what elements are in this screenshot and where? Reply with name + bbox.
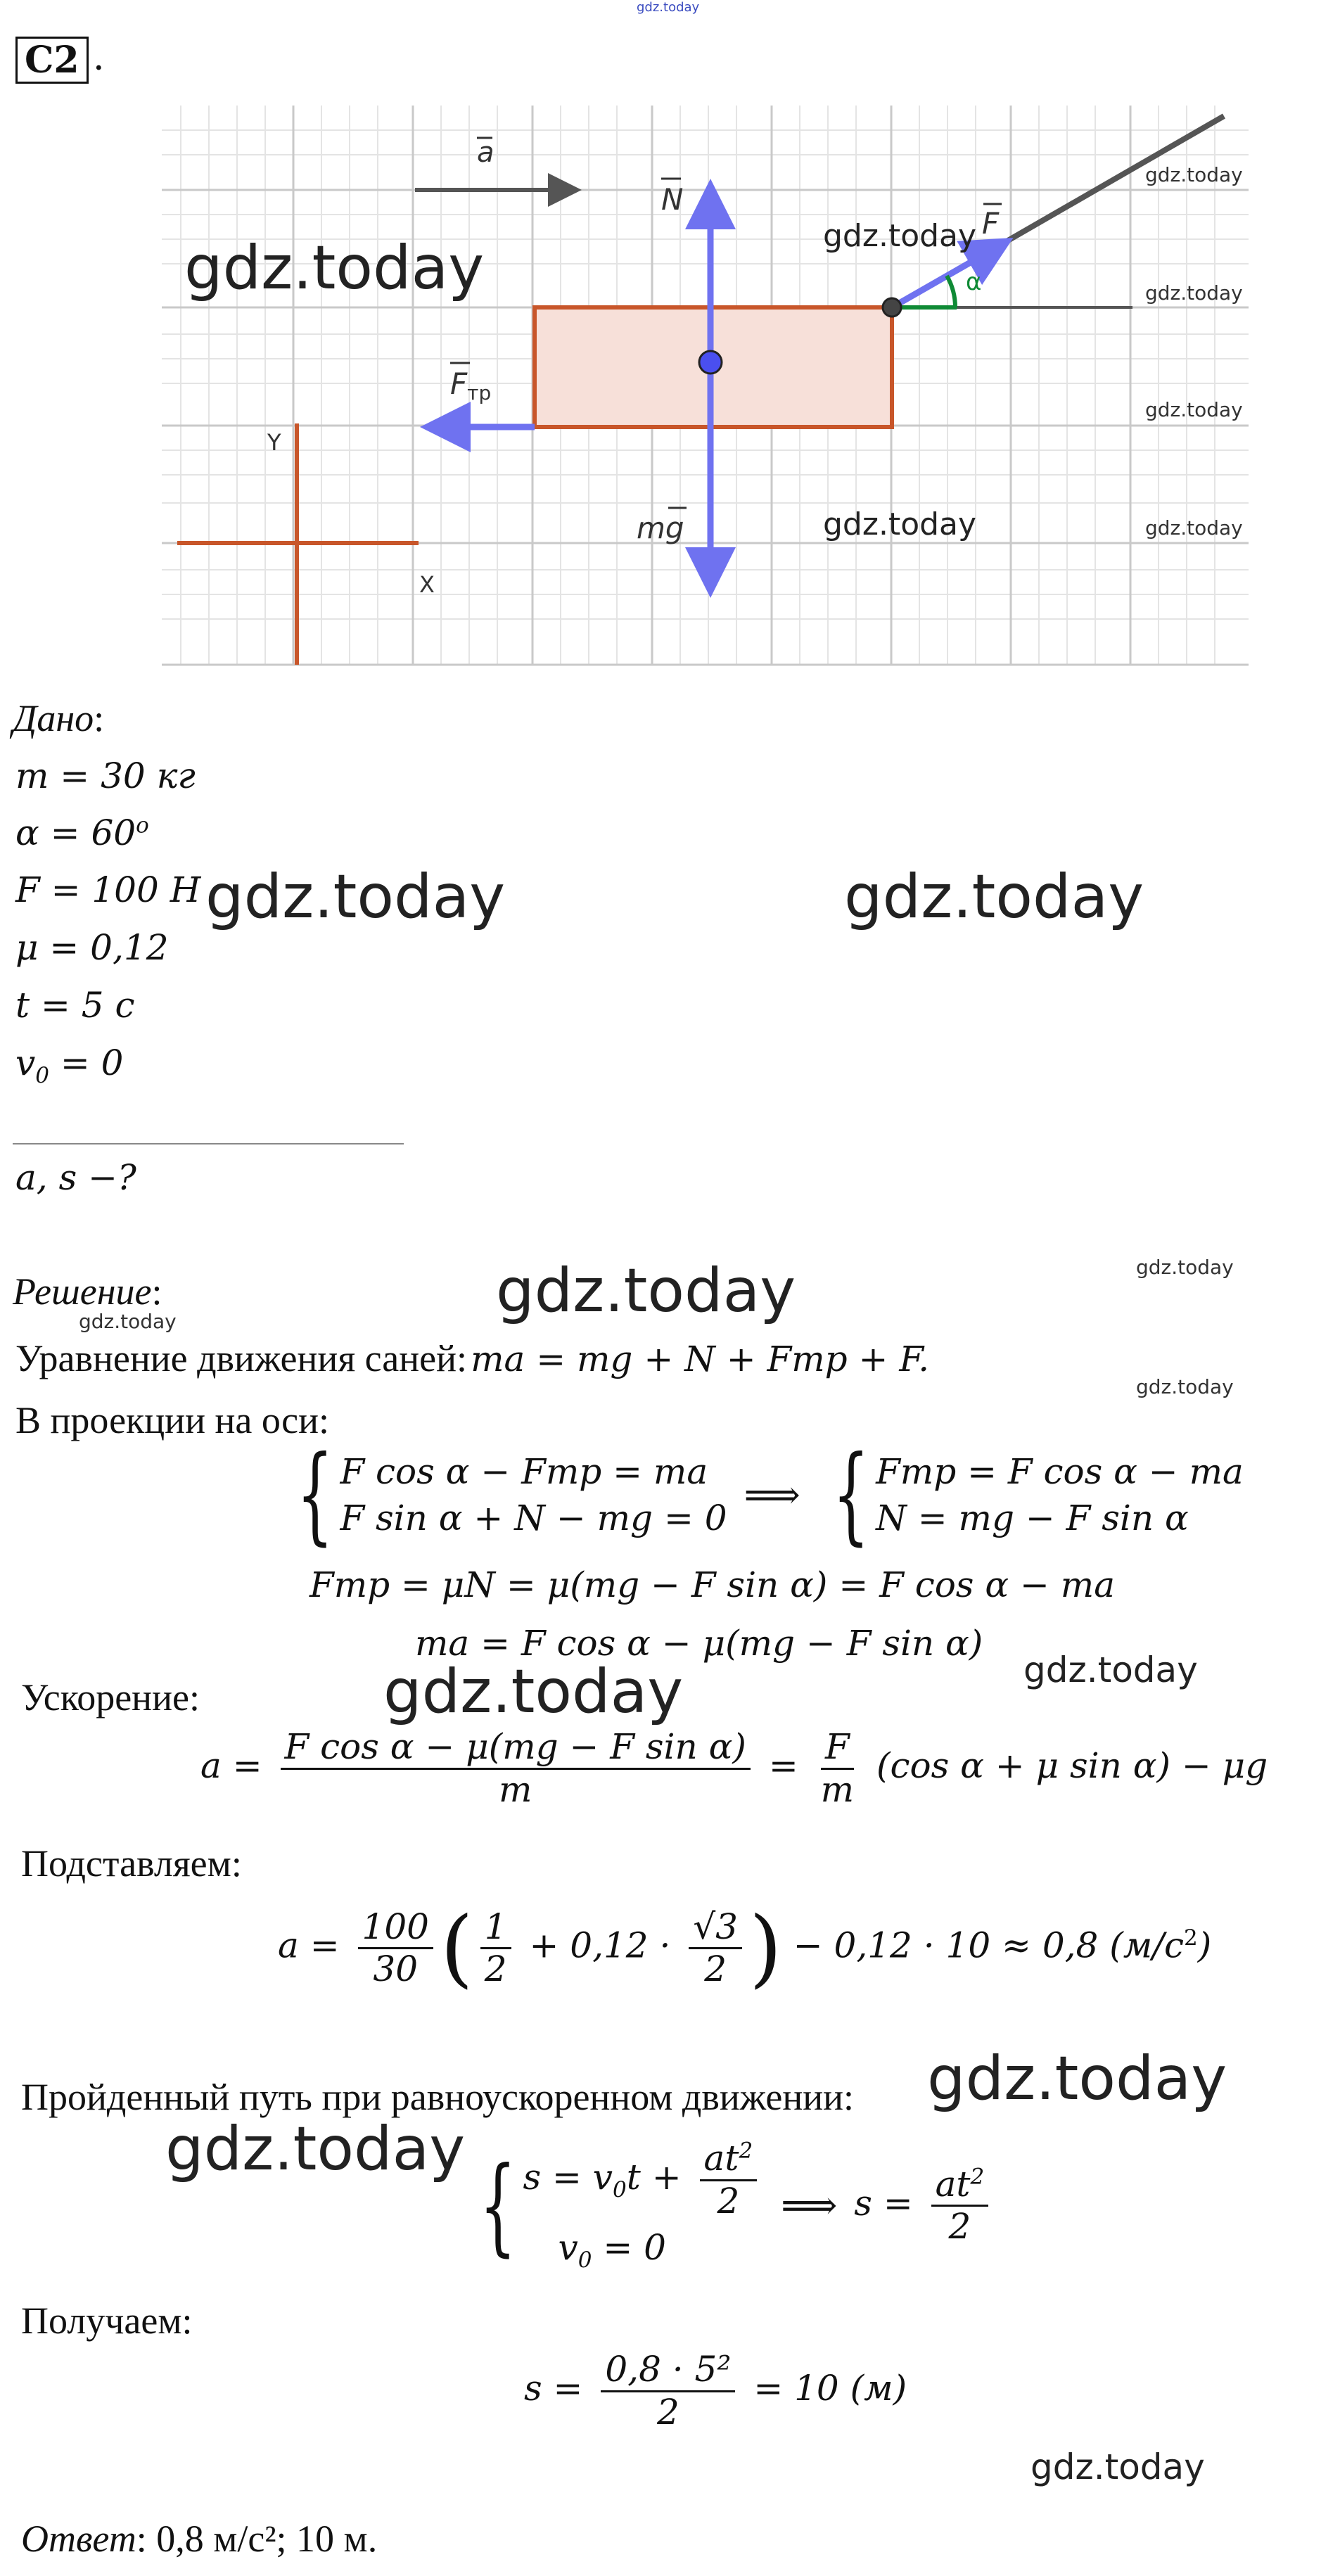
acceleration-formula — [200, 1727, 1268, 1810]
sys2-row2: N = mg − F sin α — [876, 1498, 1189, 1538]
watermark-10: gdz.today — [165, 2114, 466, 2184]
watermark-5: gdz.today — [79, 1310, 177, 1333]
path-system: { $s = v_0t$ + $\frac{at^2}{2}$ $v_0 = 0$ ⟹ s = $\frac{at^2}{2}$ — [464, 2138, 995, 2273]
s-numerator: 0,8 · 5² — [601, 2349, 735, 2392]
subst-fraction-sqrt3: $\frac{√3}{2}$ — [689, 1907, 742, 1990]
subst-fraction-100-30 — [358, 1907, 433, 1990]
implies-arrow: ⟹ — [744, 1472, 800, 1518]
pull-point — [883, 298, 901, 317]
given-time: t = 5 с — [15, 985, 135, 1026]
given-angle-value: α = 60 — [15, 812, 136, 853]
accel-denominator: m — [499, 1768, 532, 1810]
task-label-dot: . — [93, 37, 105, 79]
pull-force-label: F — [982, 206, 1000, 241]
subst-num-100: 100 — [358, 1907, 433, 1950]
figure-watermark-mid-2: gdz.today — [823, 506, 977, 542]
given-divider — [13, 1143, 404, 1144]
v0-value: = 0 — [49, 1042, 124, 1083]
accel-fraction — [281, 1727, 751, 1810]
friction-equation: Fтр = μN = μ(mg − F sin α) = F cos α − ma — [310, 1564, 1116, 1605]
path-result: s = $\frac{at^2}{2}$ — [854, 2183, 995, 2224]
top-source-watermark: gdz.today — [637, 0, 700, 15]
path-sys-row1: $s = v_0t$ + $\frac{at^2}{2}$ — [523, 2138, 764, 2221]
subst-num-sqrt3: √3 — [689, 1907, 742, 1950]
subst-a: a = — [278, 1925, 340, 1966]
accel-numerator: F cos α − μ(mg − F sin α) — [281, 1727, 751, 1770]
path-text: Пройденный путь при равноускоренном движении: — [21, 2076, 855, 2118]
subst-den-2: 2 — [484, 1949, 507, 1989]
sys1-row1: F cos α − Fтр = ma — [340, 1451, 708, 1492]
given-force: F = 100 Н — [15, 869, 201, 910]
subst-close: ) — [1197, 1925, 1212, 1966]
ma-equation: ma = F cos α − μ(mg − F sin α) — [415, 1623, 983, 1664]
system-2: { Fтр = F cos α − ma N = mg − F sin α — [832, 1434, 1244, 1556]
watermark-9: gdz.today — [927, 2043, 1227, 2114]
figure-watermark-small-2: gdz.today — [1145, 281, 1243, 305]
subst-num-1: 1 — [480, 1907, 511, 1950]
s-formula — [524, 2349, 907, 2432]
friction-label: Fтр — [450, 366, 492, 404]
angle-label: α — [966, 268, 982, 296]
path-sys-row2: $v_0 = 0$ — [558, 2227, 666, 2273]
center-of-mass — [699, 351, 722, 374]
x-axis-label: X — [419, 571, 435, 598]
subst-plus: + 0,12 · — [529, 1925, 671, 1966]
given-mu: μ = 0,12 — [15, 927, 169, 968]
s-symbol: s = — [524, 2368, 583, 2409]
motion-eq-formula: ma = mg + N + Fтр + F. — [471, 1339, 930, 1379]
accel-a: a = — [200, 1745, 262, 1786]
task-label-text: С2 — [25, 39, 79, 82]
accel-tail: (cos α + μ sin α) − μg — [876, 1745, 1268, 1786]
solution-title-text: Решение — [13, 1270, 152, 1313]
figure-watermark-big: gdz.today — [184, 233, 485, 303]
given-angle-degree: o — [136, 812, 149, 839]
watermark-11: gdz.today — [1030, 2447, 1205, 2487]
substitution-formula: a = $\frac{100}{30}$ ( $\frac{1}{2}$ + 0,12 · $\frac{√3}{2}$ ) − 0,12 · 10 ≈ 0,8 $(м/с^2)$ — [278, 1899, 1212, 1997]
v0-symbol: v — [15, 1042, 36, 1083]
given-initial-velocity — [15, 1042, 123, 1088]
projection-text: В проекции на оси: — [15, 1399, 330, 1441]
s-fraction — [601, 2349, 735, 2432]
gravity-label: mg — [637, 511, 684, 545]
substitute-text: Подставляем: — [21, 1842, 242, 1885]
figure-watermark-small-1: gdz.today — [1145, 163, 1243, 186]
subst-fraction-1-2 — [480, 1907, 511, 1990]
watermark-6: gdz.today — [1136, 1375, 1234, 1398]
given-title: Дано: — [13, 697, 105, 739]
y-axis-label: Y — [267, 429, 281, 456]
accel-equals: = — [768, 1745, 798, 1786]
projection-systems — [281, 1434, 1244, 1556]
accel-fraction-2: $\frac{F}{m}$ — [820, 1726, 855, 1810]
watermark-3: gdz.today — [496, 1256, 796, 1326]
watermark-2: gdz.today — [844, 862, 1144, 932]
watermark-4: gdz.today — [1136, 1256, 1234, 1279]
sys2-row1: Fтр = F cos α − ma — [876, 1451, 1244, 1492]
s-result: = 10 (м) — [753, 2368, 907, 2409]
figure-watermark-small-3: gdz.today — [1145, 398, 1243, 421]
v0-subscript: 0 — [35, 1063, 49, 1088]
figure-watermark-mid-1: gdz.today — [823, 218, 977, 254]
watermark-7: gdz.today — [1023, 1650, 1198, 1690]
path-sys: { $s = v_0t$ + $\frac{at^2}{2}$ $v_0 = 0$ — [464, 2138, 764, 2273]
given-angle — [15, 812, 149, 853]
sys1-row2: F sin α + N − mg = 0 — [340, 1498, 727, 1538]
find-line: a, s −? — [15, 1157, 136, 1198]
acceleration-text: Ускорение: — [21, 1676, 200, 1719]
acceleration-label: a — [477, 136, 494, 169]
watermark-1: gdz.today — [205, 862, 506, 932]
answer-line — [21, 2517, 377, 2561]
solution-title: Решение: — [13, 1270, 162, 1313]
get-text: Получаем: — [21, 2300, 193, 2342]
given-title-text: Дано — [13, 697, 94, 739]
figure-watermark-small-4: gdz.today — [1145, 516, 1243, 540]
subst-tail: − 0,12 · 10 ≈ 0,8 (м/с — [793, 1925, 1185, 1966]
force-diagram — [0, 0, 1340, 689]
answer-text: : 0,8 м/с²; 10 м. — [136, 2518, 378, 2560]
s-denominator: 2 — [656, 2391, 679, 2432]
normal-force-label: N — [661, 182, 684, 217]
subst-den-30: 30 — [373, 1949, 419, 1989]
motion-eq-text: Уравнение движения саней: — [15, 1337, 468, 1379]
answer-label: Ответ — [21, 2518, 136, 2560]
watermark-8: gdz.today — [383, 1657, 684, 1727]
motion-equation — [15, 1337, 929, 1380]
system-1: { F cos α − Fтр = ma F sin α + N − mg = 0 — [296, 1434, 727, 1556]
given-mass: m = 30 кг — [15, 755, 196, 796]
